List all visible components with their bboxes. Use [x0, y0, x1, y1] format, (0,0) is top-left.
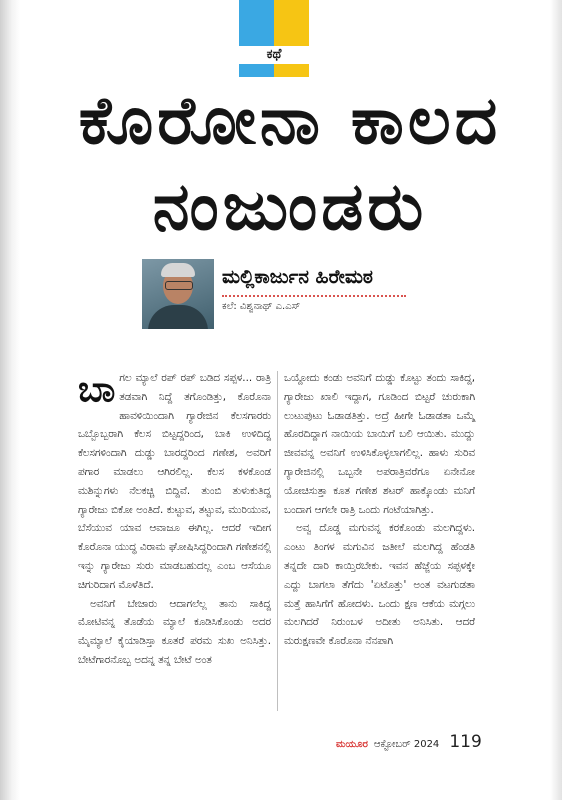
category-color-bar — [239, 0, 309, 46]
category-blue-block — [239, 0, 274, 46]
author-name-underline — [222, 295, 406, 297]
column-divider — [277, 371, 278, 711]
drop-cap: ಬಾ — [78, 368, 116, 410]
author-photo-glasses — [165, 281, 193, 290]
author-photo — [142, 259, 214, 329]
magazine-brand: ಮಯೂರ — [336, 739, 368, 750]
page-number: 119 — [449, 732, 482, 752]
story-column-right — [284, 369, 475, 651]
story-paragraph: ಅವ್ವ ದೊಡ್ಡ ಮಗುವನ್ನ ಕರಕೊಂಡು ಮಲಗಿದ್ದಳು. ಎಂಟು ತಿಂಗಳ ಮಗುವಿನ ಜತೀಲೆ ಮಲಗಿದ್ದ ಹೆಂಡತಿ ತನ್ನದೇ ದಾರಿ ಕಾಯ್ತಿರಬೇಕು. ಇವನ ಹೆಜ್ಜೆಯ ಸಪ್ಪಳಕ್ಕೇ ಎದ್ದು ಬಾಗಲಾ ತೆಗೆದು 'ಏಟೊತ್ತು' ಅಂತ ವಟಗುಡತಾ ಮತ್ತೆ ಹಾಸಿಗೆಗೆ ಹೋದಳು. ಒಂದು ಕ್ಷಣ ಆಕೆಯ ಮಗ್ಗಲು ಮಲಗಿದರೆ ನಿರುಂಬಳ ಅದೀತು ಅನಿಸಿತು. ಆದರೆ ಮರುಕ್ಷಣವೇ ಕೊರೊನಾ ನೆನಪಾಗಿ — [284, 522, 475, 648]
story-title-line-2: ನಂಜುಂಡರು — [152, 167, 428, 245]
author-name: ಮಲ್ಲಿಕಾರ್ಜುನ ಹಿರೇಮಠ — [222, 266, 373, 288]
category-blue-strip — [239, 64, 274, 77]
page-footer — [336, 732, 482, 752]
author-photo-body — [148, 305, 208, 329]
issue-date: ಆಕ್ಟೋಬರ್ 2024 — [373, 739, 440, 750]
category-label: ಕಥೆ — [266, 47, 282, 62]
page-edge-shadow — [550, 0, 562, 800]
page-binding-shadow — [0, 0, 20, 800]
art-credit: ಕಲೆ: ವಿಶ್ವನಾಥ್ ಎ.ಎಸ್ — [222, 301, 301, 312]
story-title-line-1: ಕೊರೋನಾ ಕಾಲದ — [78, 81, 502, 159]
category-yellow-block — [274, 0, 309, 46]
story-paragraph: ಒಯ್ದೋದು ಕಂಡು ಅವನಿಗೆ ದುಡ್ಡು ಕೊಟ್ಟು ತಂದು ಸಾಕಿದ್ದ, ಗ್ಯಾರೇಜು ಖಾಲಿ ಇದ್ದಾಗ, ಗೂಡಿಂದ ಬಿಟ್ಟರೆ ಚುರುಕಾಗಿ ಲುಟುಪುಟು ಓಡಾಡತಿತ್ತು. ಅದ್ರೆ ಹೀಗೇ ಓಡಾಡತಾ ಒಮ್ಮೆ ಹೊರದಿದ್ದಾಗ ನಾಯಿಯ ಬಾಯಿಗೆ ಬಲಿ ಆಯಿತು. ಮುದ್ದು ಜೀವವನ್ನ ಅವನಿಗೆ ಉಳಿಸಿಕೊಳ್ಳಲಾಗಲಿಲ್ಲ. ಹಾಳು ಸುರಿವ ಗ್ಯಾರೇಜಿನಲ್ಲಿ ಒಬ್ಬನೇ ಅಪರಾತ್ರಿವರೆಗೂ ಏನೇನೋ ಯೋಚಿಸುತ್ತಾ ಕೂತ ಗಣೇಶ ಶಟರ್ ಹಾಕ್ಕೊಂಡು ಮನಿಗೆ ಬಂದಾಗ ಆಗಲೇ ರಾತ್ರಿ ಒಂದು ಗಂಟೆಯಾಗಿತ್ತು. — [284, 372, 475, 516]
category-yellow-strip — [274, 64, 309, 77]
author-photo-hair — [161, 263, 195, 277]
story-paragraph: ಅವನಿಗೆ ಬೇಜಾರು ಆದಾಗಲೆಲ್ಲ ತಾನು ಸಾಕಿದ್ದ ಮೋಟಿವನ್ನ ತೊಡೆಯ ಮ್ಯಾಲೆ ಕೂಡಿಸಿಕೊಂಡು ಅದರ ಮೈಮ್ಯಾಲೆ ಕೈಯಾಡಿಸ್ತಾ ಕೂತರೆ ಪರಮ ಸುಖ ಅನಿಸಿತ್ತು. ಬೇಟೆಗಾರನೊಬ್ಬ ಅದನ್ನ ತನ್ನ ಬೇಟೆ ಅಂತ — [78, 597, 271, 666]
story-paragraph — [78, 369, 271, 595]
story-column-left — [78, 369, 271, 670]
category-color-strip — [239, 64, 309, 77]
category-marker — [239, 0, 309, 77]
paragraph-text: ಗಲ ಮ್ಯಾಲೆ ರಪ್ ರಪ್ ಬಡಿದ ಸಪ್ಪಳ... ರಾತ್ರಿ ತಡವಾಗಿ ನಿದ್ದೆ ತಗೊಂಡಿತ್ತು, ಕೊರೊನಾ ಹಾವಳಿಯಿಂದಾಗಿ ಗ್ಯಾರೇಜಿನ ಕೆಲಸಗಾರರು ಒಬ್ಬೊಬ್ಬರಾಗಿ ಕೆಲಸ ಬಿಟ್ಟದ್ದರಿಂದ, ಬಾಕಿ ಉಳಿದಿದ್ದ ಕೆಲಸಗಳಿಂದಾಗಿ ದುಡ್ಡು ಬಾರದ್ದರಿಂದ ಗಣೇಶ, ಅವರಿಗೆ ಪಗಾರ ಮಾಡಲು ಆಗಿರಲಿಲ್ಲ. ಕೆಲಸ ಕಳಕೊಂಡ ಮಶಿನ್ನುಗಳು ನೆಲಕಚ್ಚಿ ಬಿದ್ದಿವೆ. ತುಂಬಿ ತುಳುಕುತಿದ್ದ ಗ್ಯಾರೇಜು ಬಿಕೋ ಅಂತಿದೆ. ಕುಟ್ಟುವ, ತಟ್ಟುವ, ಮುರಿಯುವ, ಬೆಸೆಯುವ ಯಾವ ಆವಾಜೂ ಈಗಿಲ್ಲ. ಆದರೆ ಇದೀಗ ಕೊರೊನಾ ಯುದ್ಧ ವಿರಾಮ ಘೋಷಿಸಿದ್ದರಿಂದಾಗಿ ಗಣೇಶನಲ್ಲಿ ಇನ್ನು ಗ್ಯಾರೇಜು ಸುರು ಮಾಡಬಹುದಲ್ಲ ಎಂಬ ಆಸೆಯೂ ಚಿಗುರಿದಾಗ ಮೊಳೆತಿದೆ. — [78, 372, 271, 591]
